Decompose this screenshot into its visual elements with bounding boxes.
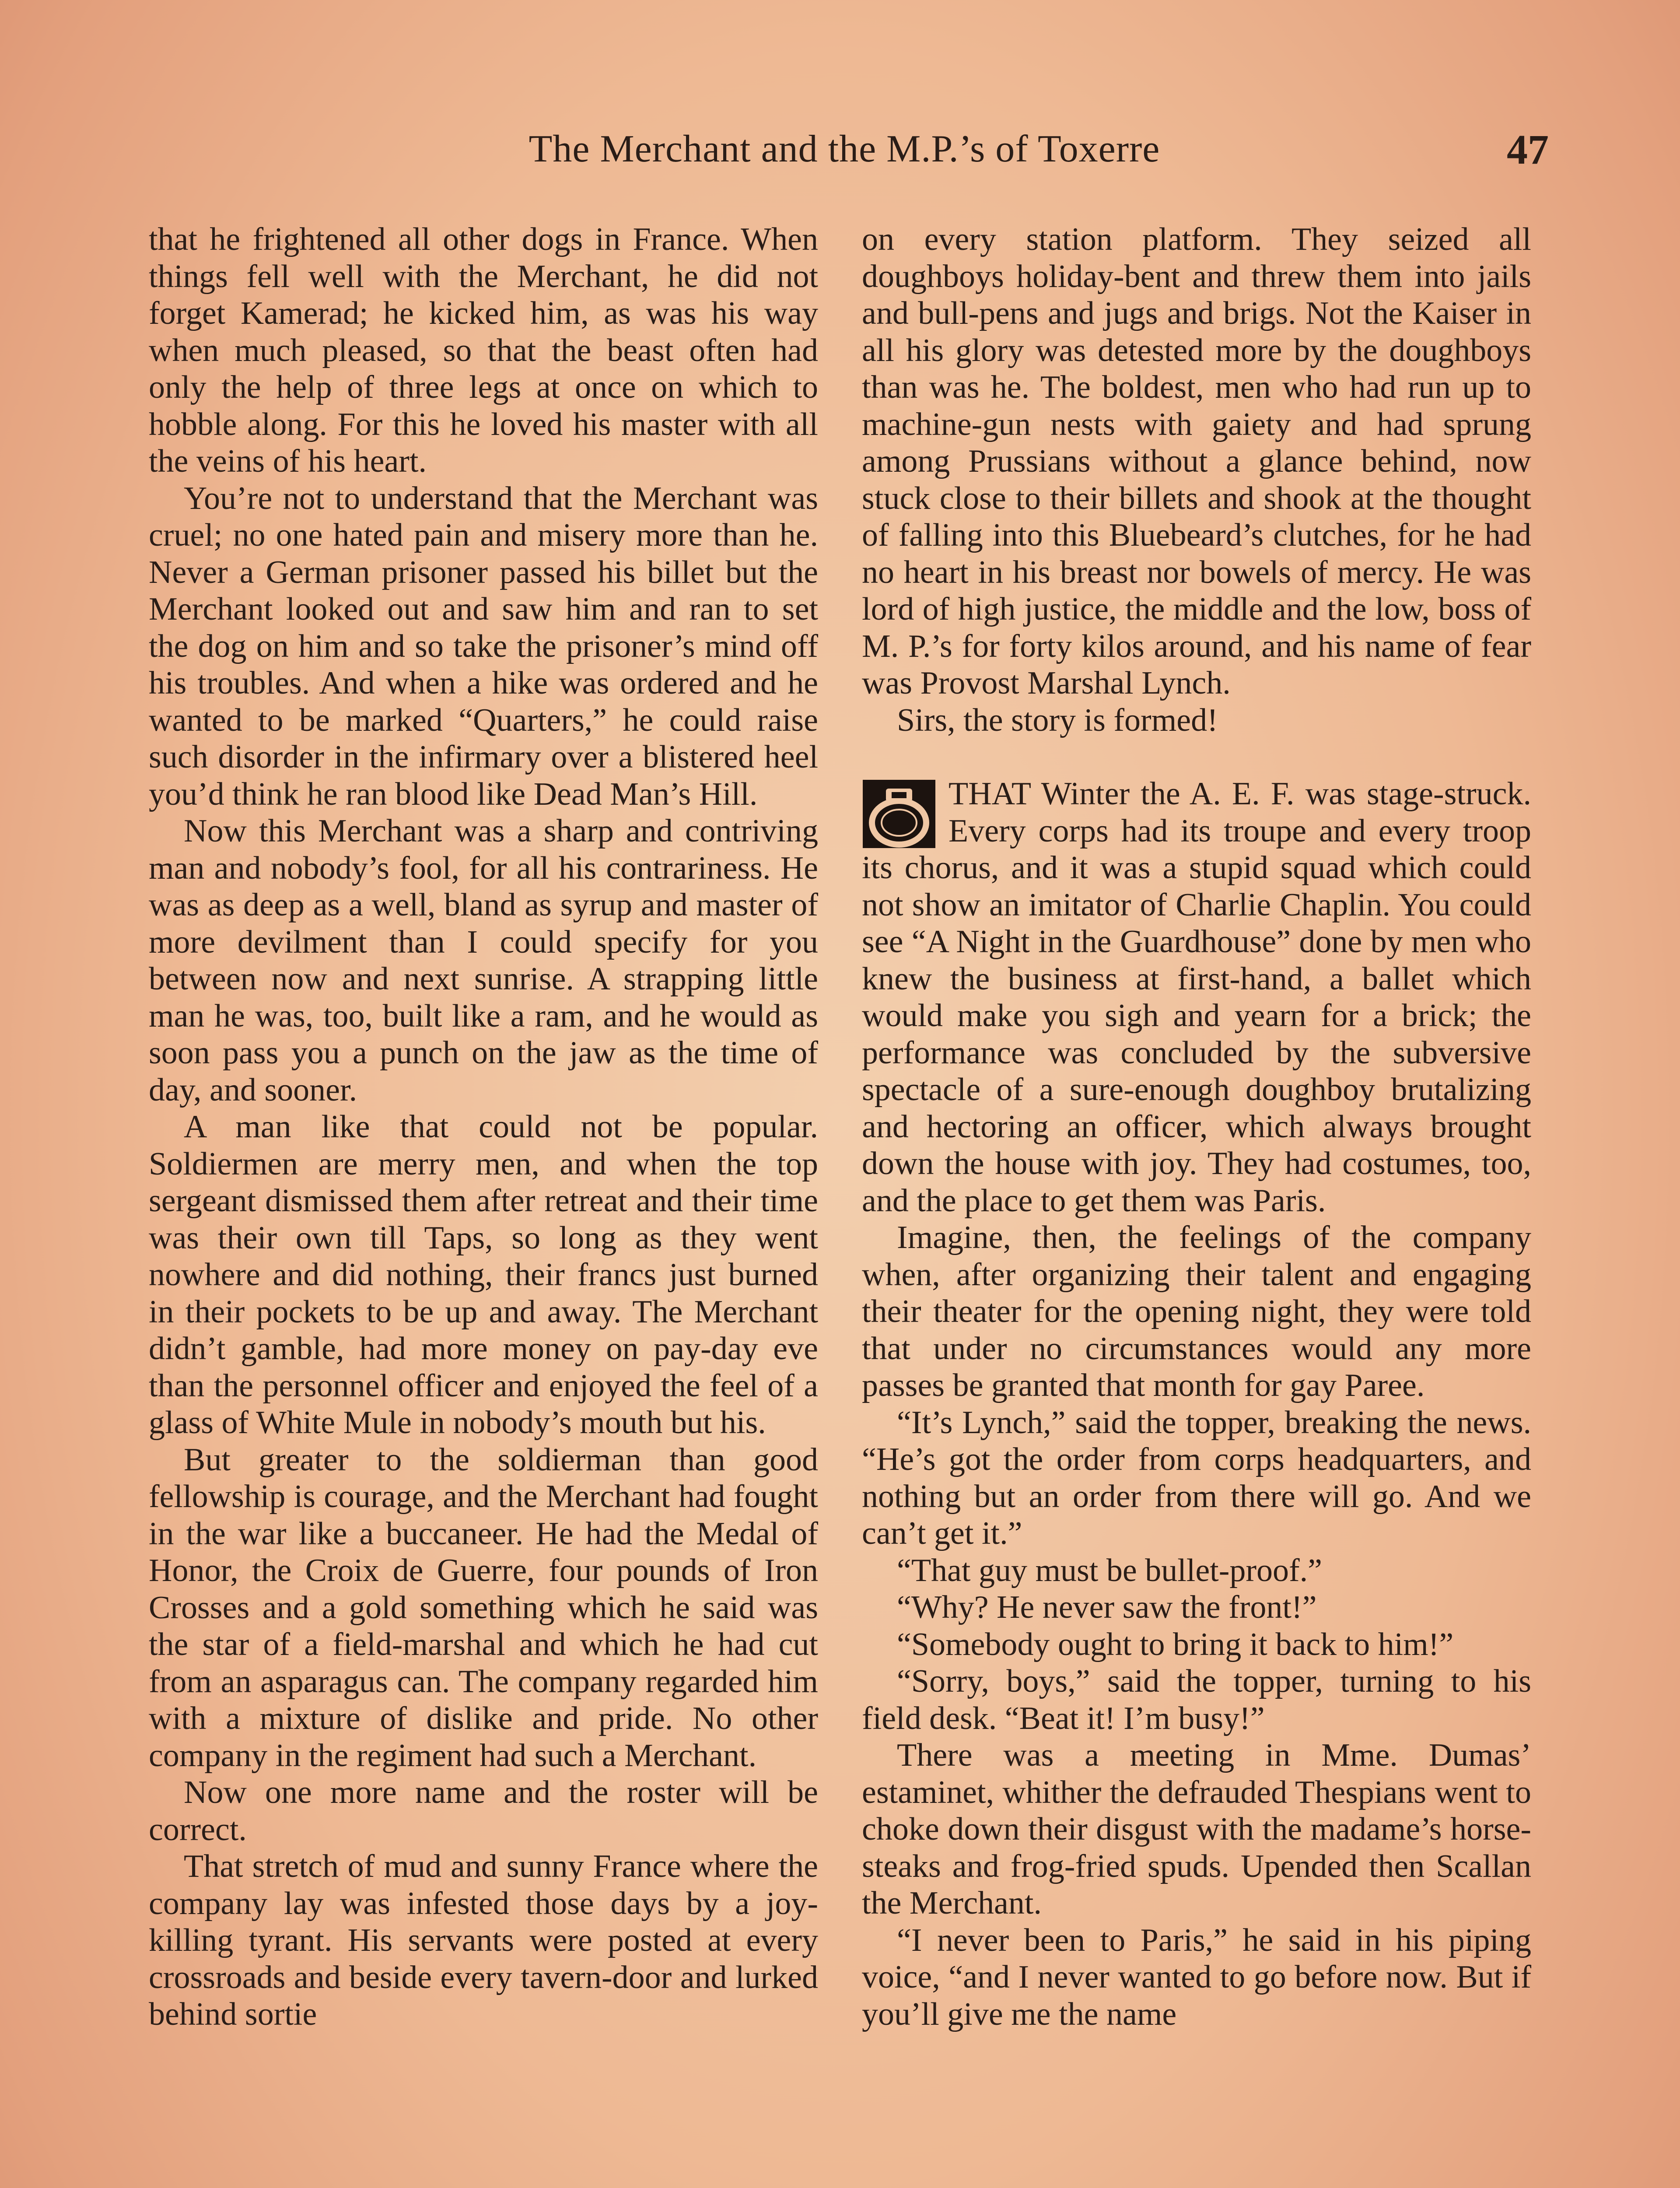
paragraph: “Somebody ought to bring it back to him!” [897,1626,1454,1662]
paragraph: “It’s Lynch,” said the topper, breaking the news. “He’s got the order from corps headquarters, and nothing but an order from there will go. And we can’t get it.” [862,1404,1531,1551]
paragraph: Now one more name and the roster will be correct. [149,1774,818,1848]
left-column [149,221,818,2033]
paragraph: “I never been to Paris,” he said in his piping voice, “and I never wanted to go before now. But if you’ll give me the name [862,1922,1531,2032]
paragraph: on every station platform. They seized all doughboys holiday-bent and threw them into jails and bull-pens and jugs and brigs. Not the Kaiser in all his glory was detested more by the doughboys than was he. The boldest, men who had run up to machine-gun nests with gaiety and had sprung among Prussians without a glance behind, now stuck close to their billets and shook at the thought of falling into this Bluebeard’s clutches, for he had no heart in his breast nor bowels of mercy. He was lord of high justice, the middle and the low, boss of M. P.’s for forty kilos around, and his name of fear was Provost Marshal Lynch. [862,221,1531,701]
section-opening-text: THAT Winter the A. E. F. was stage-struck. Every corps had its troupe and every troop its chorus, and it was a stupid squad which could not show an imitator of Charlie Chaplin. You could see “A Night in the Guardhouse” done by men who knew the business at first-hand, a ballet which would make you sigh and yearn for a brick; the performance was concluded by the subversive spectacle of a sure-enough doughboy brutalizing and hectoring an officer, which always brought down the house with joy. They had costumes, too, and the place to get them was Paris. [862,776,1531,1219]
paragraph: “Sorry, boys,” said the topper, turning to his field desk. “Beat it! I’m busy!” [862,1663,1531,1736]
page-number: 47 [1507,126,1549,173]
ornamental-drop-cap-t-icon [862,779,936,849]
paragraph: There was a meeting in Mme. Dumas’ estaminet, whither the defrauded Thespians went to choke down their disgust with the madame’s horse-steaks and frog-fried spuds. Upended then Scallan the Merchant. [862,1737,1531,1921]
right-column [862,221,1531,2033]
paragraph: “That guy must be bullet-proof.” [897,1552,1323,1588]
paragraph: “Why? He never saw the front!” [897,1589,1317,1625]
paragraph: You’re not to understand that the Merchant was cruel; no one hated pain and misery more than he. Never a German prisoner passed his billet but the Merchant looked out and saw him and ran to set the dog on him and so take the prisoner’s mind off his troubles. And when a hike was ordered and he wanted to be marked “Quarters,” he could raise such disorder in the infirmary over a blistered heel you’d think he ran blood like Dead Man’s Hill. [149,480,818,812]
paragraph: But greater to the soldierman than good fellowship is courage, and the Merchant had fought in the war like a buccaneer. He had the Medal of Honor, the Croix de Guerre, four pounds of Iron Crosses and a gold something which he said was the star of a field-marshal and which he had cut from an asparagus can. The company regarded him with a mixture of dislike and pride. No other company in the regiment had such a Merchant. [149,1441,818,1774]
section-opening-paragraph [862,775,1531,1219]
paragraph: A man like that could not be popular. Soldiermen are merry men, and when the top sergeant dismissed them after retreat and their time was their own till Taps, so long as they went nowhere and did nothing, their francs just burned in their pockets to be up and away. The Merchant didn’t gamble, had more money on pay-day eve than the personnel officer and enjoyed the feel of a glass of White Mule in nobody’s mouth but his. [149,1109,818,1441]
paragraph: Sirs, the story is formed! [897,702,1218,738]
paragraph: Now this Merchant was a sharp and contriving man and nobody’s fool, for all his contrariness. He was as deep as a well, bland as syrup and master of more devilment than I could specify for you between now and next sunrise. A strapping little man he was, too, built like a ram, and he would as soon pass you a punch on the jaw as the time of day, and sooner. [149,813,818,1108]
paragraph: Imagine, then, the feelings of the company when, after organizing their talent and engaging their theater for the opening night, they were told that under no circumstances would any more passes be granted that month for gay Paree. [862,1220,1531,1403]
paragraph: that he frightened all other dogs in France. When things fell well with the Merchant, he did not forget Kamerad; he kicked him, as was his way when much pleased, so that the beast often had only the help of three legs at once on which to hobble along. For this he loved his master with all the veins of his heart. [149,221,818,479]
running-title: The Merchant and the M.P.’s of Toxerre [528,128,1160,170]
paragraph: That stretch of mud and sunny France where the company lay was infested those days by a joy-killing tyrant. His servants were posted at every crossroads and beside every tavern-door and lurked behind sortie [149,1848,818,2032]
